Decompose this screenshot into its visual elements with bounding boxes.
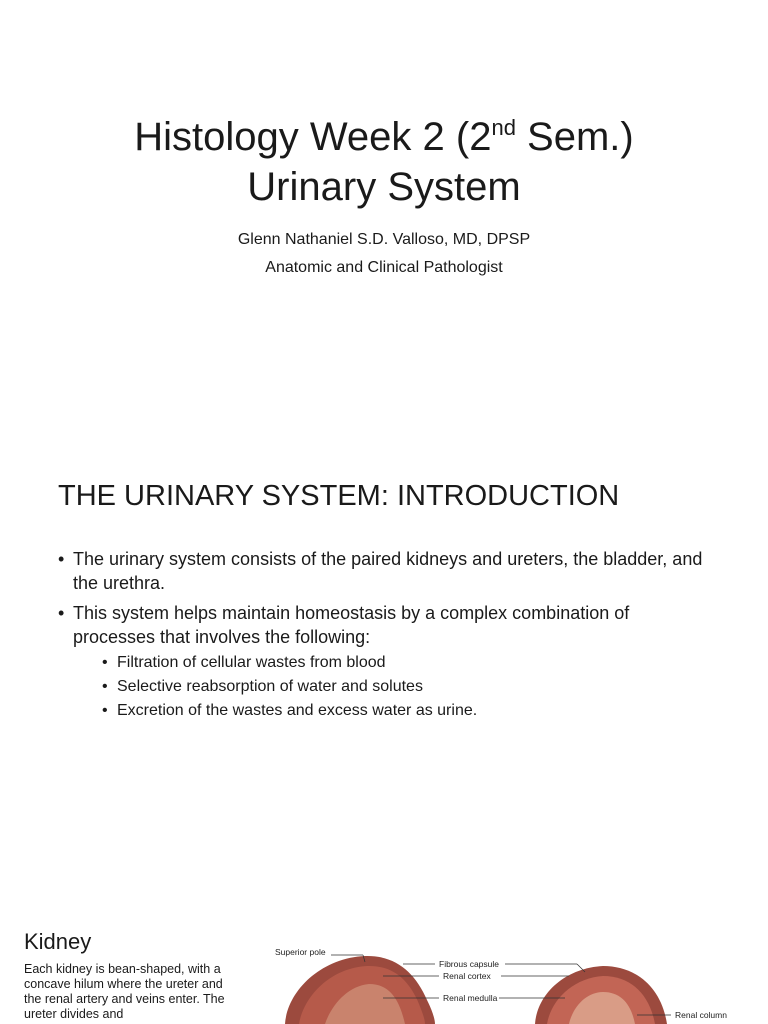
kidney-diagram xyxy=(265,942,755,1024)
kidney-description: Each kidney is bean-shaped, with a concave hilum where the ureter and the renal artery and veins enter. The ureter divides and xyxy=(24,962,225,1021)
title-superscript: nd xyxy=(491,115,516,140)
title-slide xyxy=(0,0,768,432)
bullet-list xyxy=(58,547,708,727)
presentation-title xyxy=(0,112,768,212)
slide-title: THE URINARY SYSTEM: INTRODUCTION xyxy=(58,480,620,512)
bullet-item xyxy=(58,601,708,721)
sub-bullet-item: • Selective reabsorption of water and solutes xyxy=(102,677,708,697)
author-role: Anatomic and Clinical Pathologist xyxy=(265,259,503,276)
bullet-text: This system helps maintain homeostasis by a complex combination of processes that involves the following: xyxy=(73,603,630,647)
title-subject: Urinary System xyxy=(247,165,521,209)
author-name: Glenn Nathaniel S.D. Valloso, MD, DPSP xyxy=(237,231,531,248)
label-renal-cortex: Renal cortex xyxy=(443,971,491,981)
sub-bullet-list xyxy=(73,653,708,721)
title-text: Histology Week 2 (2 xyxy=(134,115,492,159)
sub-bullet-item: • Filtration of cellular wastes from blood xyxy=(102,653,708,673)
label-renal-column: Renal column xyxy=(675,1010,727,1020)
label-fibrous-capsule: Fibrous capsule xyxy=(439,959,500,969)
label-renal-medulla: Renal medulla xyxy=(443,993,498,1003)
slide-title: Kidney xyxy=(24,929,92,954)
intro-slide xyxy=(0,432,768,864)
bullet-item: • The urinary system consists of the paired kidneys and ureters, the bladder, and the urethra. xyxy=(58,547,708,595)
label-superior-pole: Superior pole xyxy=(275,947,326,957)
sub-bullet-item: • Excretion of the wastes and excess water as urine. xyxy=(102,701,708,721)
title-text-end: Sem.) xyxy=(515,115,634,159)
kidney-slide xyxy=(0,864,768,1024)
